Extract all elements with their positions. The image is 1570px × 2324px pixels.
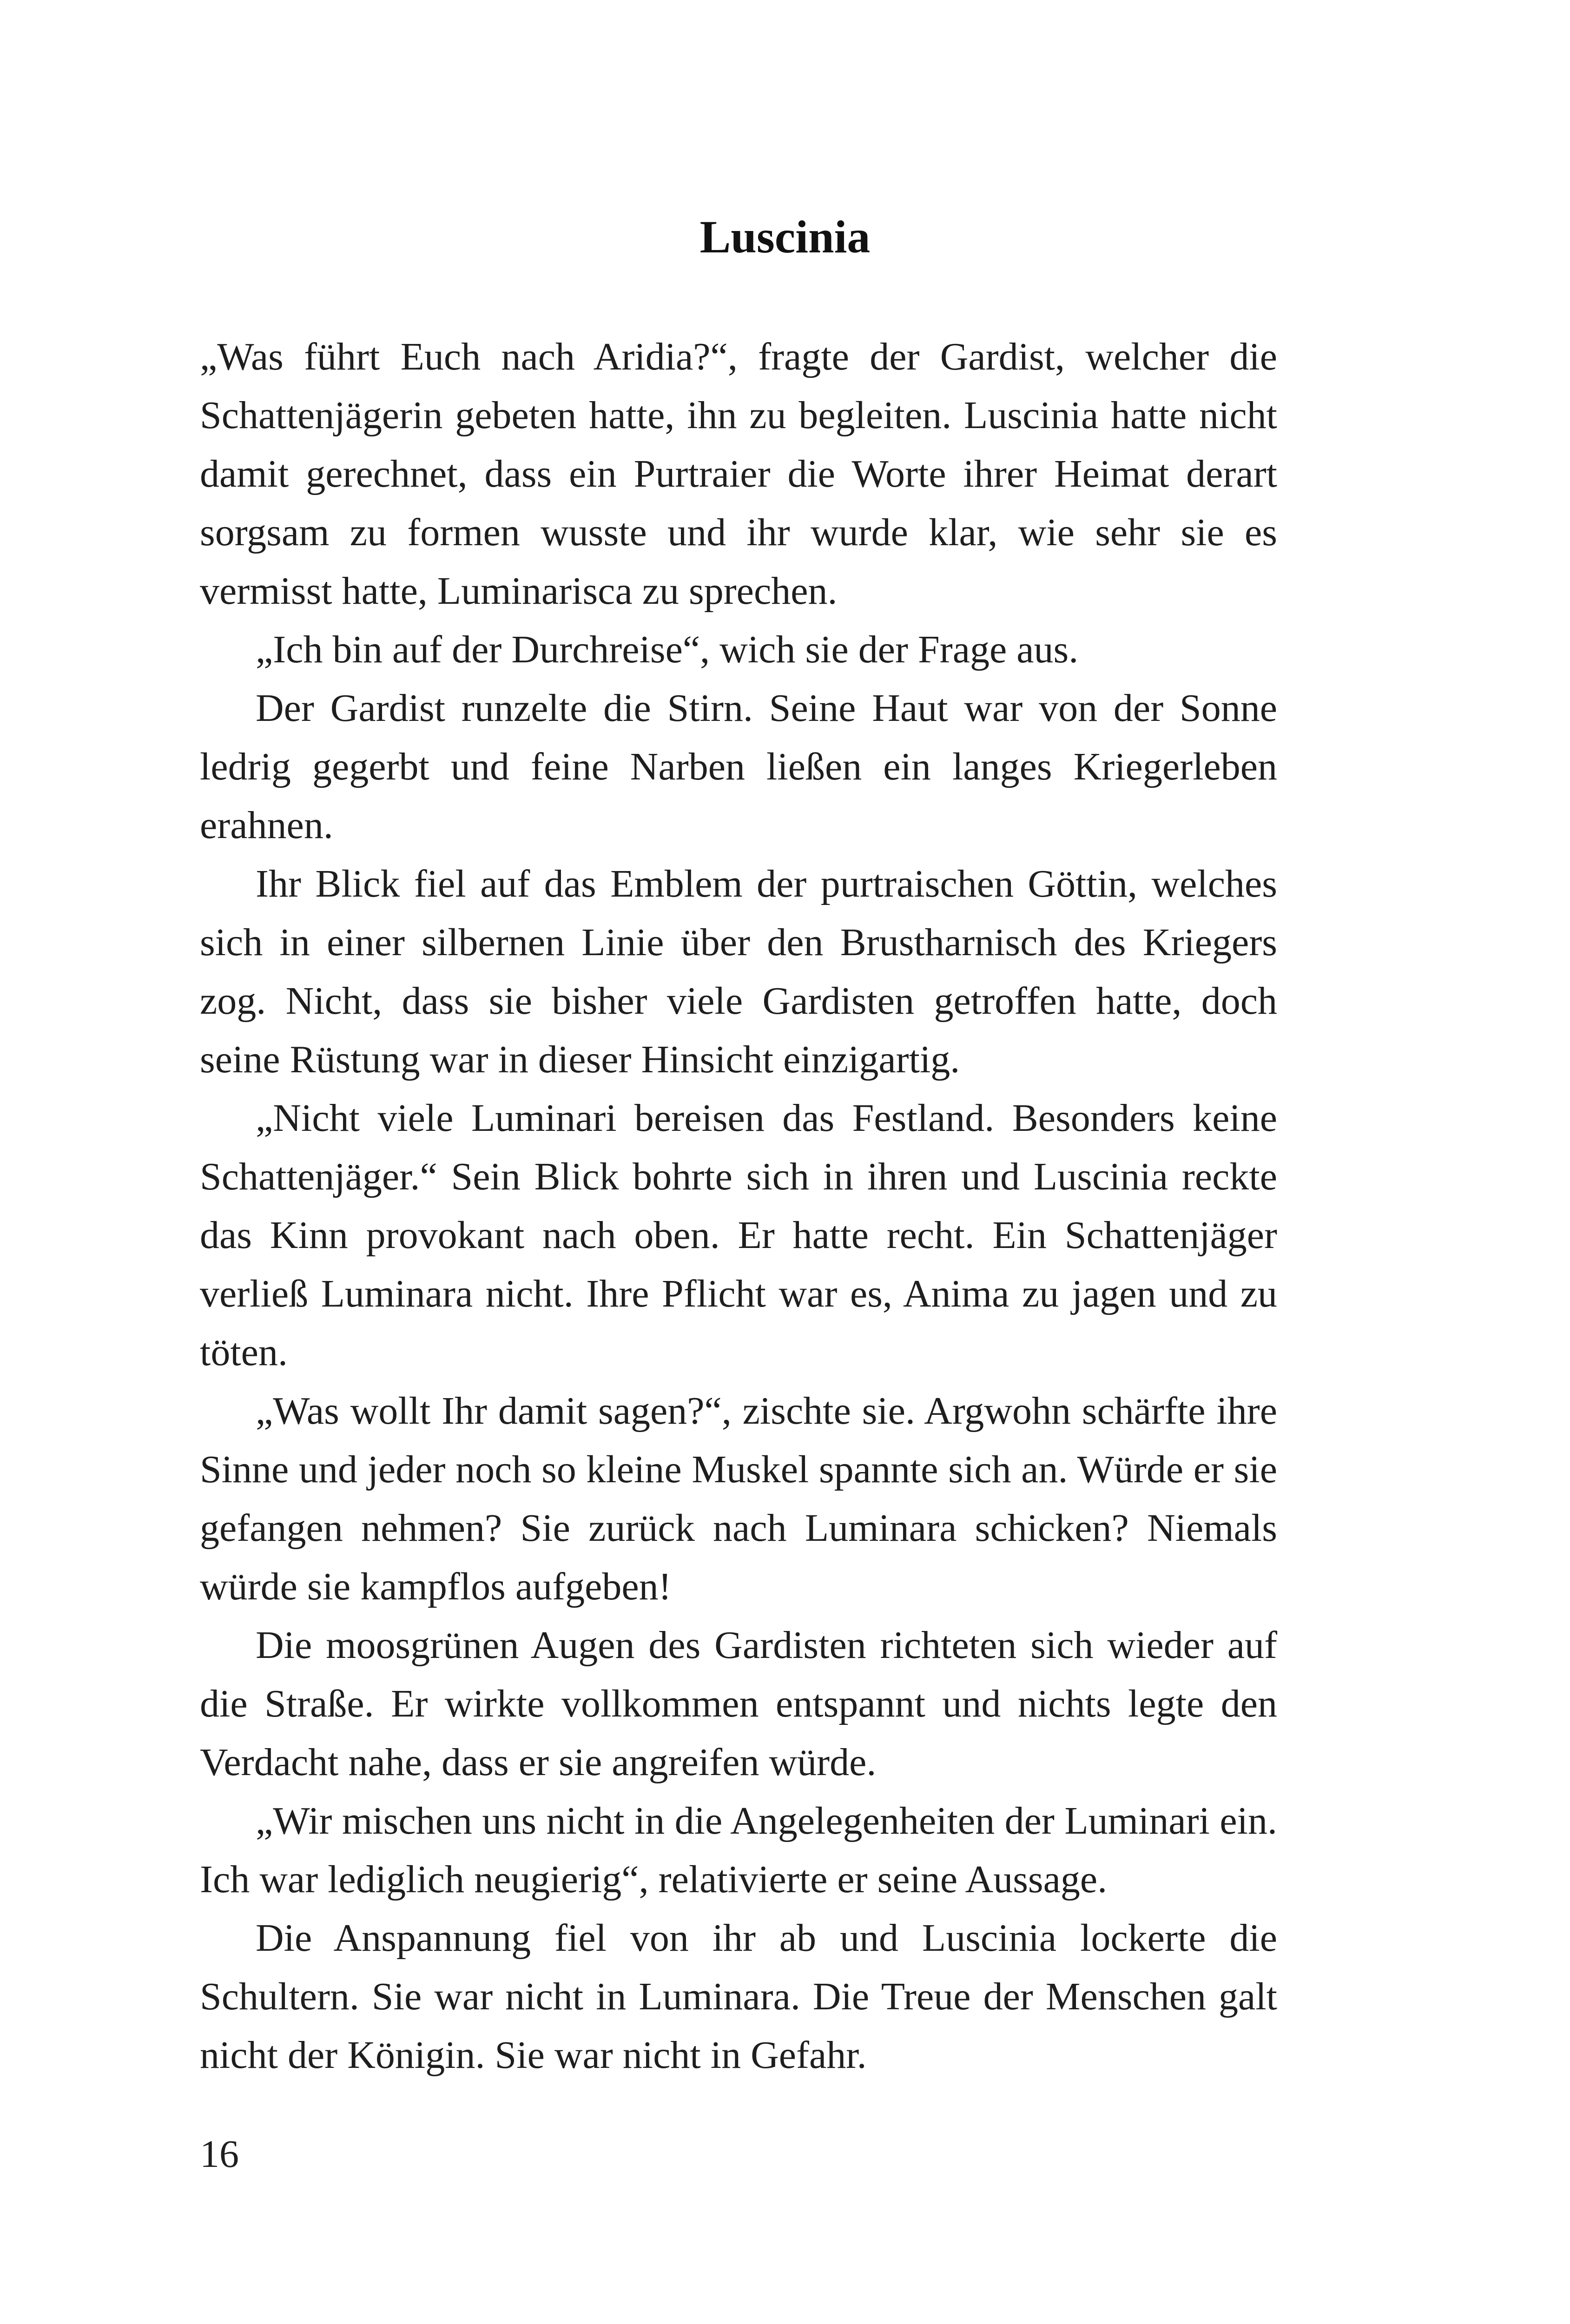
paragraph: Der Gardist runzelte die Stirn. Seine Haut war von der Sonne ledrig gegerbt und feine Narben ließen ein langes Kriegerleben erahnen. — [200, 687, 1277, 847]
paragraph: „Ich bin auf der Durchreise“, wich sie der Frage aus. — [256, 628, 1079, 671]
paragraph: „Was führt Euch nach Aridia?“, fragte der Gardist, welcher die Schattenjägerin gebeten hatte, ihn zu begleiten. Luscinia hatte nicht damit gerechnet, dass ein Purtraier die Worte ihrer Heimat derart sorgsam zu formen wusste und ihr wurde klar, wie sehr sie es vermisst hatte, Luminarisca zu sprechen. — [200, 335, 1277, 613]
paragraph: Die Anspannung fiel von ihr ab und Luscinia lockerte die Schultern. Sie war nicht in Luminara. Die Treue der Menschen galt nicht der Königin. Sie war nicht in Gefahr. — [200, 1916, 1277, 2077]
chapter-title: Luscinia — [699, 211, 871, 263]
page-number: 16 — [200, 2133, 239, 2176]
paragraph: „Nicht viele Luminari bereisen das Festland. Besonders keine Schattenjäger.“ Sein Blick bohrte sich in ihren und Luscinia reckte das Kinn provokant nach oben. Er hatte recht. Ein Schattenjäger verließ Luminara nicht. Ihre Pflicht war es, Anima zu jagen und zu töten. — [200, 1096, 1277, 1374]
chapter-body — [200, 328, 1277, 2085]
paragraph: „Was wollt Ihr damit sagen?“, zischte sie. Argwohn schärfte ihre Sinne und jeder noch so kleine Muskel spannte sich an. Würde er sie gefangen nehmen? Sie zurück nach Luminara schicken? Niemals würde sie kampflos aufgeben! — [200, 1389, 1277, 1608]
paragraph: Die moosgrünen Augen des Gardisten richteten sich wieder auf die Straße. Er wirkte vollkommen entspannt und nichts legte den Verdacht nahe, dass er sie angreifen würde. — [200, 1624, 1277, 1784]
paragraph: Ihr Blick fiel auf das Emblem der purtraischen Göttin, welches sich in einer silbernen Linie über den Brustharnisch des Kriegers zog. Nicht, dass sie bisher viele Gardisten getroffen hatte, doch seine Rüstung war in dieser Hinsicht einzigartig. — [200, 862, 1277, 1081]
paragraph: „Wir mischen uns nicht in die Angelegenheiten der Luminari ein. Ich war lediglich neugierig“, relativierte er seine Aussage. — [200, 1799, 1277, 1901]
